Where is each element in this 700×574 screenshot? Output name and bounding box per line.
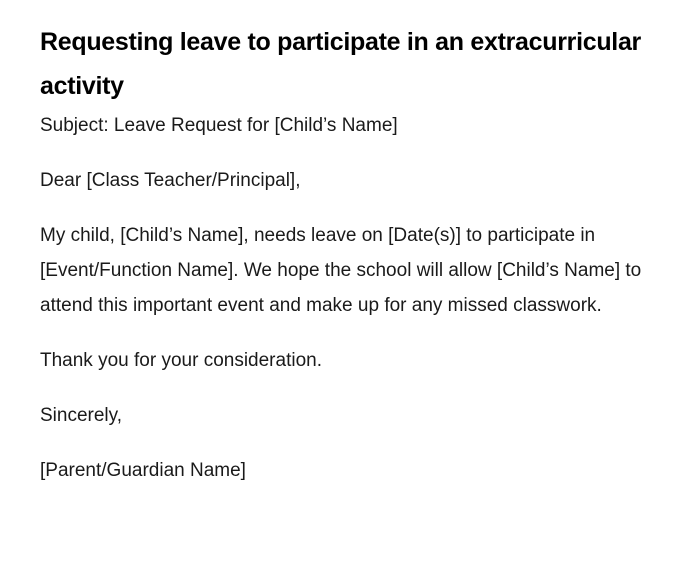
signature-line: [Parent/Guardian Name] — [40, 460, 246, 481]
letter-document — [40, 20, 650, 488]
body-paragraph: My child, [Child’s Name], needs leave on [Date(s)] to participate in [Event/Function Name]. We hope the school will allow [Child’s Name] to attend this important event and make up for any missed classwork. — [40, 225, 642, 316]
closing-line: Sincerely, — [40, 405, 123, 426]
thanks-line: Thank you for your consideration. — [40, 350, 322, 371]
greeting-line: Dear [Class Teacher/Principal], — [40, 170, 301, 191]
subject-line: Subject: Leave Request for [Child’s Name] — [40, 115, 398, 136]
letter-title: Requesting leave to participate in an extracurricular activity — [40, 28, 641, 100]
